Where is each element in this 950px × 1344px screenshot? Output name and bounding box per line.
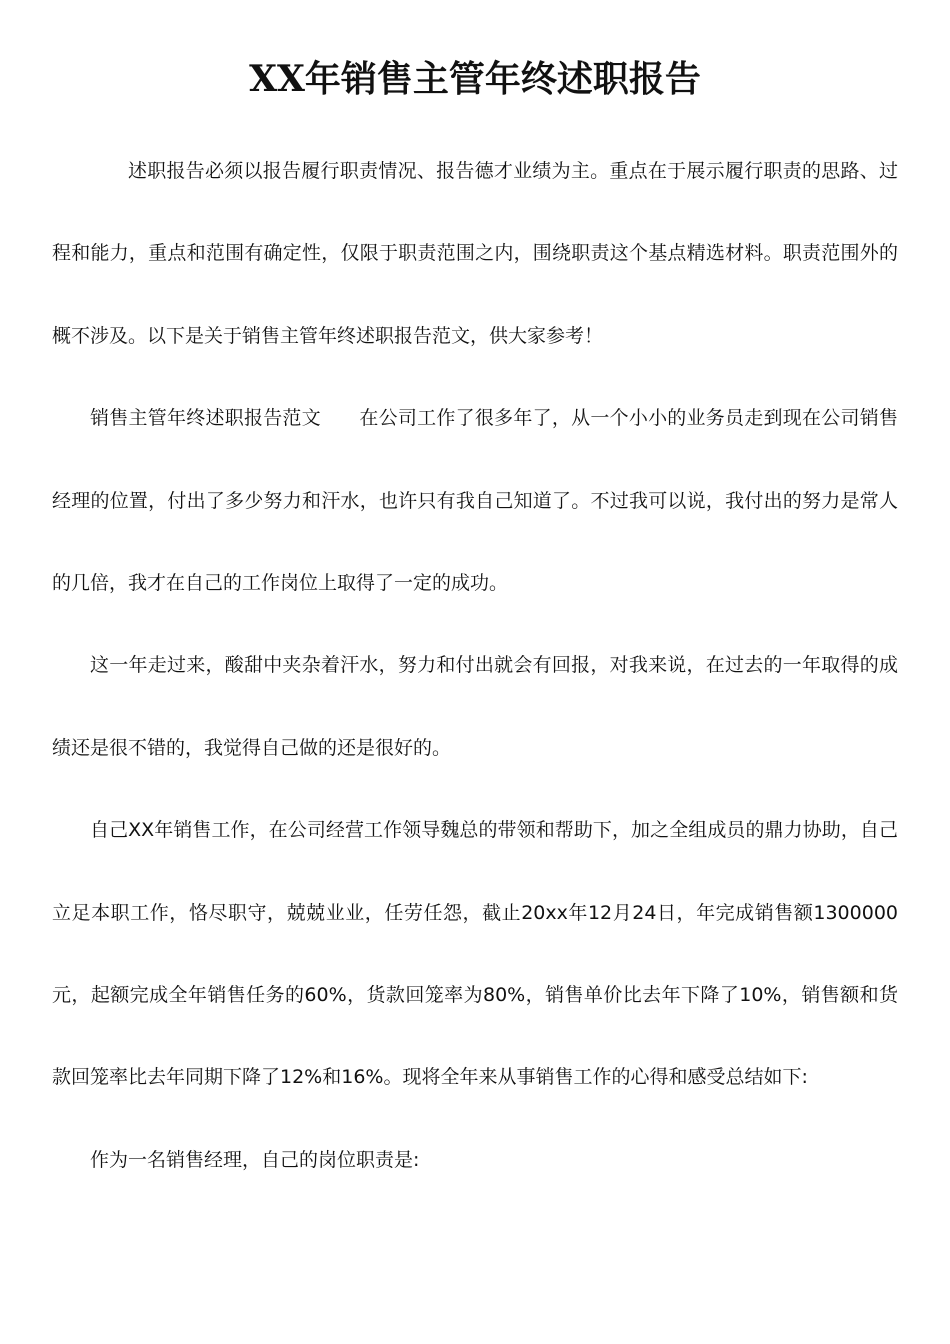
paragraph-job-duties: 作为一名销售经理，自己的岗位职责是:: [90, 1148, 420, 1171]
paragraph-intro: 述职报告必须以报告履行职责情况、报告德才业绩为主。重点在于展示履行职责的思路、过程和能力，重点和范围有确定性，仅限于职责范围之内，围绕职责这个基点精选材料。职责范围外的概不涉及。以下是关于销售主管年终述职报告范文，供大家参考！: [52, 160, 898, 347]
document-title: XX年销售主管年终述职报告: [249, 58, 701, 100]
paragraph-sales-results: 自己XX年销售工作，在公司经营工作领导魏总的带领和帮助下，加之全组成员的鼎力协助，自己立足本职工作，恪尽职守，兢兢业业，任劳任怨，截止20xx年12月24日，年完成销售额1300000元，起额完成全年销售任务的60%，货款回笼率为80%，销售单价比去年下降了10%，销售额和货款回笼率比去年同期下降了12%和16%。现将全年来从事销售工作的心得和感受总结如下:: [52, 819, 898, 1089]
document-body: [52, 130, 898, 1201]
paragraph-sample-opening: 销售主管年终述职报告范文 在公司工作了很多年了，从一个小小的业务员走到现在公司销售经理的位置，付出了多少努力和汗水，也许只有我自己知道了。不过我可以说，我付出的努力是常人的几倍，我才在自己的工作岗位上取得了一定的成功。: [52, 407, 898, 595]
paragraph-year-review: 这一年走过来，酸甜中夹杂着汗水，努力和付出就会有回报，对我来说，在过去的一年取得的成绩还是很不错的，我觉得自己做的还是很好的。: [52, 654, 898, 759]
